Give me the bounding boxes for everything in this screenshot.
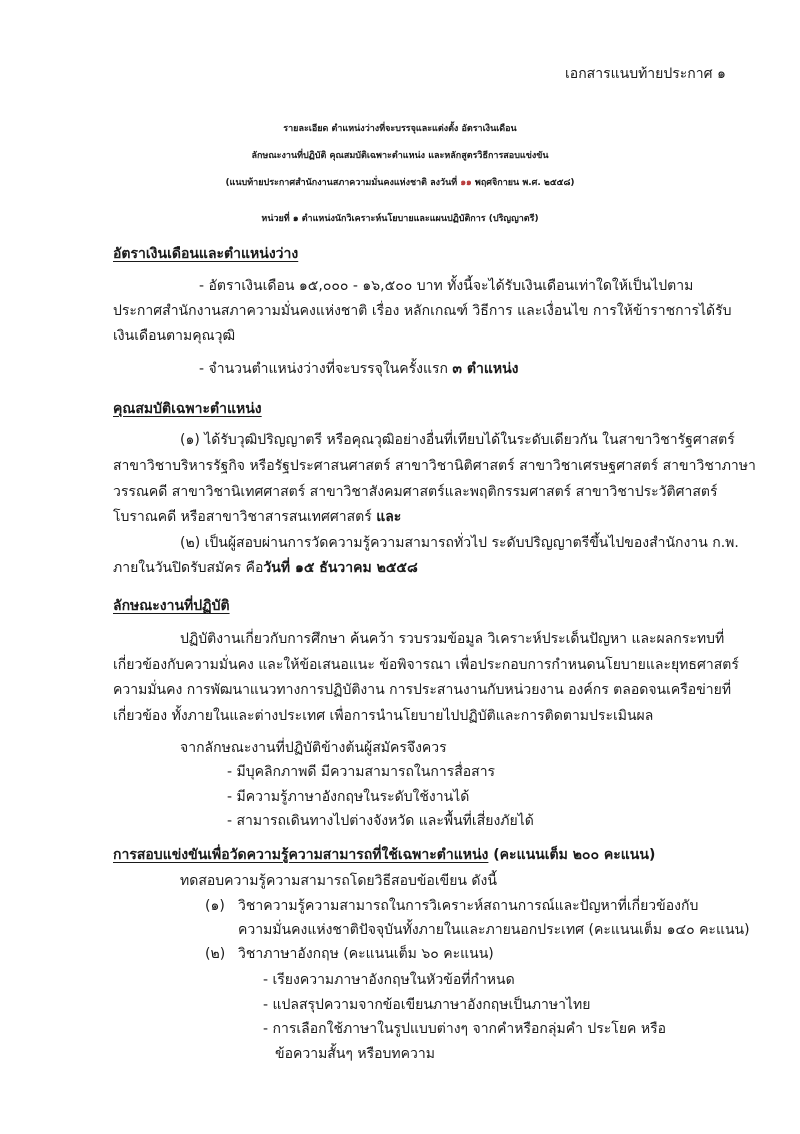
qualification-1-line-1: (๑) ได้รับวุฒิปริญญาตรี หรือคุณวุฒิอย่างอื่นที่เทียบได้ในระดับเดียวกัน ในสาขาวิชารัฐศาสตร์ (180, 432, 735, 448)
qualification-1-line-2: สาขาวิชาบริหารรัฐกิจ หรือรัฐประศาสนศาสตร์ สาขาวิชานิติศาสตร์ สาขาวิชาเศรษฐศาสตร์ สาขาวิชาภาษา (113, 458, 756, 474)
duties-intro: จากลักษณะงานที่ปฏิบัติข้างต้นผู้สมัครจึงควร (180, 740, 447, 756)
exam-heading-score: (คะแนนเต็ม ๒๐๐ คะแนน) (488, 847, 656, 863)
announcement-day: ๑๑ (460, 178, 472, 188)
title-line-1: รายละเอียด ตำแหน่งว่างที่จะบรรจุและแต่งตั้ง อัตราเงินเดือน (283, 124, 517, 134)
duties-line-2: เกี่ยวข้องกับความมั่นคง และให้ข้อเสนอแนะ ข้อพิจารณา เพื่อประกอบการกำหนดนโยบายและยุทธศาสตร์ (113, 657, 739, 673)
list-item: - มีความรู้ภาษาอังกฤษในระดับใช้งานได้ (227, 789, 470, 805)
exam-heading (113, 845, 655, 865)
qualification-1-line-4-text: โบราณคดี หรือสาขาวิชาสารสนเทศศาสตร์ (113, 509, 377, 525)
qualification-2-line-2 (113, 558, 418, 578)
list-item-continuation: ข้อความสั้นๆ หรือบทความ (275, 1046, 435, 1062)
positions-count: ๓ ตำแหน่ง (452, 361, 519, 377)
salary-line-3: เงินเดือนตามคุณวุฒิ (113, 328, 236, 344)
title-line-3 (0, 173, 800, 193)
qualifications-heading: คุณสมบัติเฉพาะตำแหน่ง (113, 401, 262, 417)
duties-heading: ลักษณะงานที่ปฏิบัติ (113, 598, 230, 614)
exam-intro: ทดสอบความรู้ความสามารถโดยวิธีสอบข้อเขียน ดังนี้ (180, 873, 497, 889)
list-item: - สามารถเดินทางไปต่างจังหวัด และพื้นที่เสี่ยงภัยได้ (227, 813, 534, 829)
list-item: - การเลือกใช้ภาษาในรูปแบบต่างๆ จากคำหรือกลุ่มคำ ประโยค หรือ (263, 1021, 666, 1037)
qualification-1-line-3: วรรณคดี สาขาวิชานิเทศศาสตร์ สาขาวิชาสังคมศาสตร์และพฤติกรรมศาสตร์ สาขาวิชาประวัติศาสตร์ (113, 484, 718, 500)
salary-line-1: - อัตราเงินเดือน ๑๕,๐๐๐ - ๑๖,๕๐๐ บาท ทั้งนี้จะได้รับเงินเดือนเท่าใดให้เป็นไปตาม (199, 278, 694, 294)
duties-line-4: เกี่ยวข้อง ทั้งภายในและต่างประเทศ เพื่อการนำนโยบายไปปฏิบัติและการติดตามประเมินผล (113, 708, 654, 724)
exam-item-2-number: (๒) (205, 946, 226, 962)
exam-heading-title: การสอบแข่งขันเพื่อวัดความรู้ความสามารถที่ใช้เฉพาะตำแหน่ง (113, 847, 489, 863)
qualification-2-line-1: (๒) เป็นผู้สอบผ่านการวัดความรู้ความสามารถทั่วไป ระดับปริญญาตรีขึ้นไปของสำนักงาน ก.พ. (180, 535, 739, 551)
exam-item-2-line-1: วิชาภาษาอังกฤษ (คะแนนเต็ม ๖๐ คะแนน) (238, 946, 494, 962)
title-line-3-suffix: พฤศจิกายน พ.ศ. ๒๕๕๘) (471, 178, 575, 188)
positions-line (199, 359, 518, 379)
exam-item-1-line-1: วิชาความรู้ความสามารถในการวิเคราะห์สถานการณ์และปัญหาที่เกี่ยวข้องกับ (238, 898, 699, 914)
title-line-2: ลักษณะงานที่ปฏิบัติ คุณสมบัติเฉพาะตำแหน่ง และหลักสูตรวิธีการสอบแข่งขัน (251, 151, 549, 161)
exam-item-1-line-2: ความมั่นคงแห่งชาติปัจจุบันทั้งภายในและภายนอกประเทศ (คะแนนเต็ม ๑๔๐ คะแนน) (238, 922, 750, 938)
exam-item-1-number: (๑) (205, 898, 225, 914)
list-item: - แปลสรุปความจากข้อเขียนภาษาอังกฤษเป็นภาษาไทย (263, 997, 591, 1013)
application-deadline: วันที่ ๑๕ ธันวาคม ๒๕๕๘ (263, 560, 418, 576)
qualification-1-line-4 (113, 507, 401, 527)
unit-heading: หน่วยที่ ๑ ตำแหน่งนักวิเคราะห์นโยบายและแผนปฏิบัติการ (ปริญญาตรี) (261, 214, 539, 224)
salary-line-2: ประกาศสำนักงานสภาความมั่นคงแห่งชาติ เรื่อง หลักเกณฑ์ วิธีการ และเงื่อนไข การให้ข้าราชการได้รับ (113, 303, 732, 319)
list-item: - เรียงความภาษาอังกฤษในหัวข้อที่กำหนด (263, 972, 515, 988)
title-line-3-prefix: (แนบท้ายประกาศสำนักงานสภาความมั่นคงแห่งชาติ ลงวันที่ (225, 178, 461, 188)
qualification-and: และ (376, 509, 402, 525)
salary-heading: อัตราเงินเดือนและตำแหน่งว่าง (113, 246, 299, 262)
annex-note: เอกสารแนบท้ายประกาศ ๑ (565, 66, 726, 82)
duties-line-1: ปฏิบัติงานเกี่ยวกับการศึกษา ค้นคว้า รวบรวมข้อมูล วิเคราะห์ประเด็นปัญหา และผลกระทบที่ (180, 631, 725, 647)
list-item: - มีบุคลิกภาพดี มีความสามารถในการสื่อสาร (227, 764, 496, 780)
duties-line-3: ความมั่นคง การพัฒนาแนวทางการปฏิบัติงาน การประสานงานกับหน่วยงาน องค์กร ตลอดจนเครือข่ายที่ (113, 682, 732, 698)
qualification-2-line-2-text: ภายในวันปิดรับสมัคร คือ (113, 560, 264, 576)
positions-label: - จำนวนตำแหน่งว่างที่จะบรรจุในครั้งแรก (199, 361, 453, 377)
